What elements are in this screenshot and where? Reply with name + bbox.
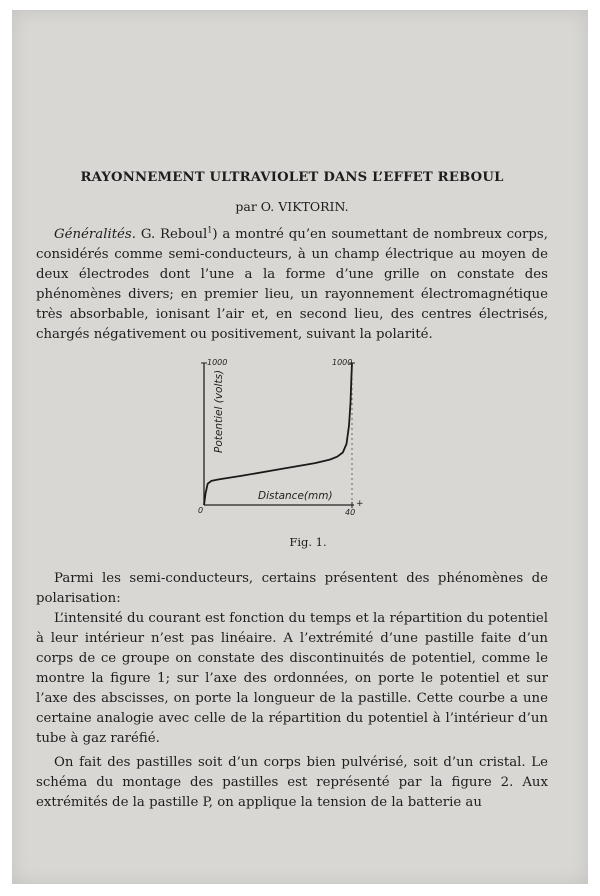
body-paragraph-2: L’intensité du courant est fonction du temps et la répartition du potentiel à leur intérieur n’est pas linéaire. A l’extrémité d’une pastille faite d’un corps de ce groupe on constate des discontinuités de potentiel, comme le montre la figure 1; sur l’axe des ordonnées, on porte le potentiel et sur l’axe des abscisses, on porte la longueur de la pastille. Cette courbe a une certaine analogie avec celle de la répartition du potentiel à l’intérieur d’un tube à gaz raréfié. bbox=[36, 611, 548, 746]
intro-paragraph bbox=[36, 225, 548, 345]
body-paragraph-1: Parmi les semi-conducteurs, certains présentent des phénomènes de polarisation: bbox=[36, 571, 548, 606]
page-content bbox=[36, 170, 548, 813]
x-min-label: 0 bbox=[198, 506, 204, 515]
potential-chart bbox=[176, 355, 416, 529]
potential-curve bbox=[204, 363, 352, 505]
intro-heading: Généralités. bbox=[54, 227, 136, 242]
intro-text: ) a montré qu’en soumettant de nombreux corps, considérés comme semi-conducteurs, à un champ électrique au moyen de deux électrodes dont l’une a la forme d’une grille on constate des phénomènes divers; en premier lieu, un rayonnement électromagnétique très absorbable, ionisant l’air et, en second lieu, des centres électrisés, chargés négativement ou positivement, suivant la polarité. bbox=[36, 227, 548, 342]
plus-sign: + bbox=[356, 499, 364, 509]
footnote-marker: 1 bbox=[207, 225, 213, 235]
body-paragraph-3: On fait des pastilles soit d’un corps bien pulvérisé, soit d’un cristal. Le schéma du montage des pastilles est représenté par la figure 2. Aux extrémités de la pastille P, on applique la tension de la batterie au bbox=[36, 755, 548, 810]
x-max-label: 40 bbox=[345, 508, 356, 517]
figure-caption: Fig. 1. bbox=[289, 535, 327, 549]
intro-lead: G. Reboul bbox=[140, 227, 208, 242]
y-axis-label: Potentiel (volts) bbox=[213, 369, 225, 453]
article-title: RAYONNEMENT ULTRAVIOLET DANS L’EFFET REBOUL bbox=[80, 170, 504, 185]
figure-1 bbox=[36, 355, 548, 569]
x-axis-label: Distance(mm) bbox=[258, 490, 333, 502]
y-max-right-label: 1000 bbox=[332, 358, 353, 367]
y-max-left-label: 1000 bbox=[207, 358, 228, 367]
article-author: par O. VIKTORIN. bbox=[235, 199, 349, 214]
